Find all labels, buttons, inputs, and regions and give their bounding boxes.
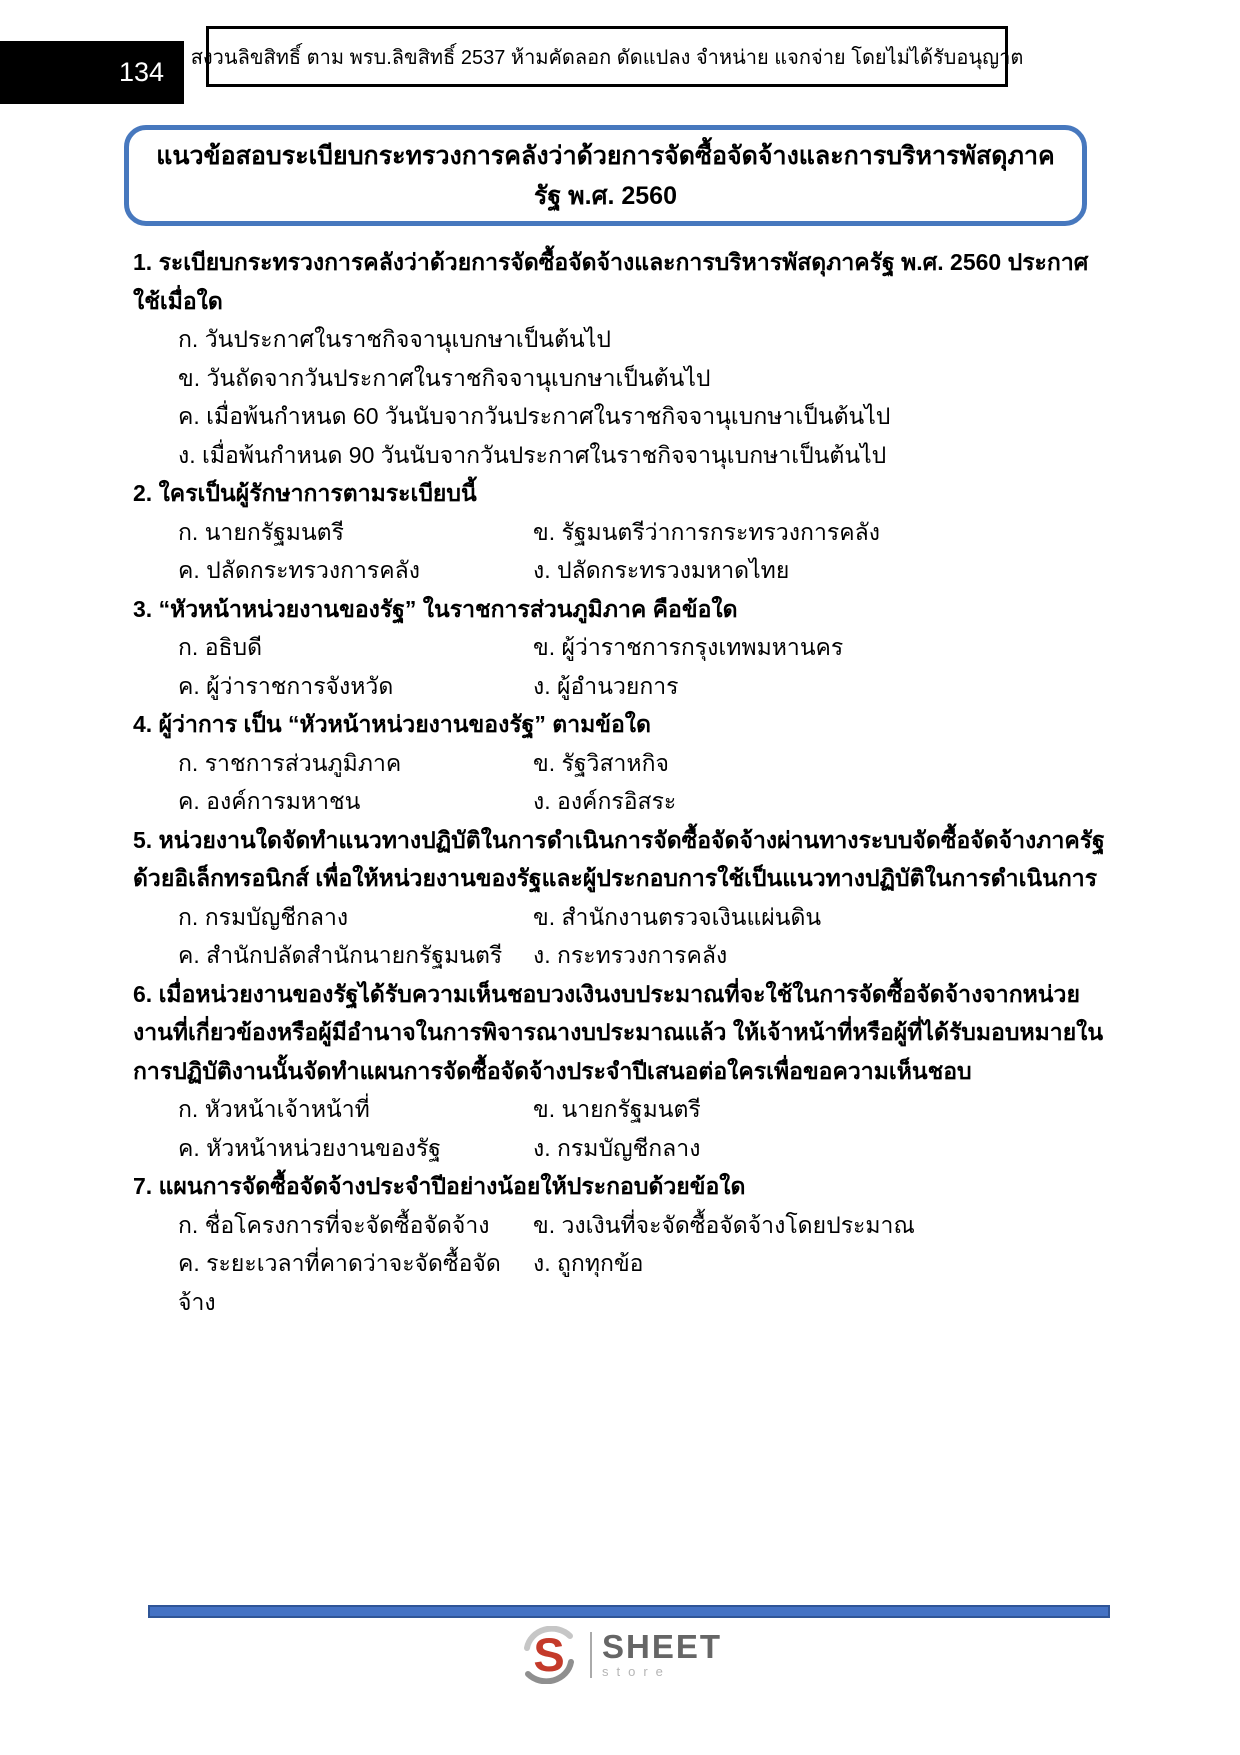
question-4 (133, 705, 1109, 821)
option-c: ค. ระยะเวลาที่คาดว่าจะจัดซื้อจัดจ้าง (178, 1250, 501, 1315)
option-a: ก. ชื่อโครงการที่จะจัดซื้อจัดจ้าง (178, 1211, 490, 1238)
sheet-store-logo (0, 1626, 1240, 1684)
question-2 (133, 474, 1109, 590)
options-list (133, 320, 1109, 474)
option-a: ก. วันประกาศในราชกิจจานุเบกษาเป็นต้นไป (178, 326, 611, 352)
logo-letter: S (533, 1628, 565, 1681)
copyright-notice-box (190, 26, 1024, 87)
option-c: ค. ปลัดกระทรวงการคลัง (178, 557, 420, 583)
question-text: 1. ระเบียบกระทรวงการคลังว่าด้วยการจัดซื้อจัดจ้างและการบริหารพัสดุภาครัฐ พ.ศ. 2560 ประกาศใช้เมื่อใด (133, 249, 1089, 314)
brand-name: SHEET (601, 1628, 723, 1665)
option-a: ก. นายกรัฐมนตรี (178, 518, 344, 545)
question-text: 2. ใครเป็นผู้รักษาการตามระเบียบนี้ (133, 480, 477, 506)
options-grid (133, 513, 1109, 590)
logo-divider (590, 1632, 592, 1678)
option-d: ง. กรมบัญชีกลาง (533, 1134, 701, 1161)
footer-divider-bar (148, 1605, 1110, 1618)
option-c: ค. สำนักปลัดสำนักนายกรัฐมนตรี (178, 942, 503, 968)
brand-subtitle: store (601, 1664, 671, 1679)
question-5 (133, 821, 1109, 975)
option-a: ก. กรมบัญชีกลาง (178, 903, 349, 930)
page-number: 134 (118, 57, 164, 87)
option-b: ข. สำนักงานตรวจเงินแผ่นดิน (533, 903, 822, 930)
option-c: ค. เมื่อพ้นกำหนด 60 วันนับจากวันประกาศในราชกิจจานุเบกษาเป็นต้นไป (178, 403, 891, 429)
option-a: ก. อธิบดี (178, 634, 263, 660)
options-grid (133, 1090, 1109, 1167)
options-grid (133, 628, 1109, 705)
question-text: 5. หน่วยงานใดจัดทำแนวทางปฏิบัติในการดำเนินการจัดซื้อจัดจ้างผ่านทางระบบจัดซื้อจัดจ้างภาครัฐด้วยอิเล็กทรอนิกส์ เพื่อให้หน่วยงานของรัฐและผู้ประกอบการใช้เป็นแนวทางปฏิบัติในการดำเนินการ (133, 826, 1105, 891)
sheet-store-logo-icon (518, 1626, 580, 1684)
option-d: ง. กระทรวงการคลัง (533, 942, 728, 968)
option-d: ง. เมื่อพ้นกำหนด 90 วันนับจากวันประกาศในราชกิจจานุเบกษาเป็นต้นไป (178, 441, 887, 468)
options-grid (133, 744, 1109, 821)
option-b: ข. ผู้ว่าราชการกรุงเทพมหานคร (533, 634, 844, 660)
exam-title: แนวข้อสอบระเบียบกระทรวงการคลังว่าด้วยการจัดซื้อจัดจ้างและการบริหารพัสดุภาครัฐ พ.ศ. 2560 (156, 141, 1055, 210)
option-d: ง. ผู้อำนวยการ (533, 672, 679, 699)
option-b: ข. รัฐวิสาหกิจ (533, 749, 669, 776)
logo-text-block (601, 1628, 723, 1679)
question-text: 6. เมื่อหน่วยงานของรัฐได้รับความเห็นชอบวงเงินงบประมาณที่จะใช้ในการจัดซื้อจัดจ้างจากหน่วยงานที่เกี่ยวข้องหรือผู้มีอำนาจในการพิจารณางบประมาณแล้ว ให้เจ้าหน้าที่หรือผู้ที่ได้รับมอบหมายในการปฏิบัติงานนั้นจัดทำแผนการจัดซื้อจัดจ้างประจำปีเสนอต่อใครเพื่อขอความเห็นชอบ (133, 980, 1104, 1084)
question-1 (133, 243, 1109, 474)
option-b: ข. วงเงินที่จะจัดซื้อจัดจ้างโดยประมาณ (533, 1211, 915, 1238)
options-grid (133, 898, 1109, 975)
exam-title-box (124, 125, 1087, 226)
option-d: ง. ปลัดกระทรวงมหาดไทย (533, 557, 790, 583)
option-a: ก. ราชการส่วนภูมิภาค (178, 749, 402, 776)
option-a: ก. หัวหน้าเจ้าหน้าที่ (178, 1096, 370, 1122)
copyright-text: สงวนลิขสิทธิ์ ตาม พรบ.ลิขสิทธิ์ 2537 ห้ามคัดลอก ดัดแปลง จำหน่าย แจกจ่าย โดยไม่ได้รับอนุญาต (190, 46, 1024, 69)
question-3 (133, 590, 1109, 706)
question-text: 4. ผู้ว่าการ เป็น “หัวหน้าหน่วยงานของรัฐ” ตามข้อใด (133, 711, 651, 737)
option-c: ค. องค์การมหาชน (178, 788, 361, 814)
questions-section (133, 243, 1109, 1321)
option-d: ง. ถูกทุกข้อ (533, 1250, 644, 1276)
question-6 (133, 975, 1109, 1168)
option-b: ข. วันถัดจากวันประกาศในราชกิจจานุเบกษาเป็นต้นไป (178, 364, 711, 391)
question-7 (133, 1167, 1109, 1321)
page-number-box (0, 41, 184, 104)
question-text: 3. “หัวหน้าหน่วยงานของรัฐ” ในราชการส่วนภูมิภาค คือข้อใด (133, 595, 738, 622)
option-c: ค. หัวหน้าหน่วยงานของรัฐ (178, 1134, 441, 1161)
options-grid (133, 1206, 1109, 1322)
option-b: ข. นายกรัฐมนตรี (533, 1096, 701, 1122)
option-c: ค. ผู้ว่าราชการจังหวัด (178, 672, 394, 699)
option-b: ข. รัฐมนตรีว่าการกระทรวงการคลัง (533, 518, 880, 545)
option-d: ง. องค์กรอิสระ (533, 788, 677, 814)
question-text: 7. แผนการจัดซื้อจัดจ้างประจำปีอย่างน้อยให้ประกอบด้วยข้อใด (133, 1173, 746, 1199)
